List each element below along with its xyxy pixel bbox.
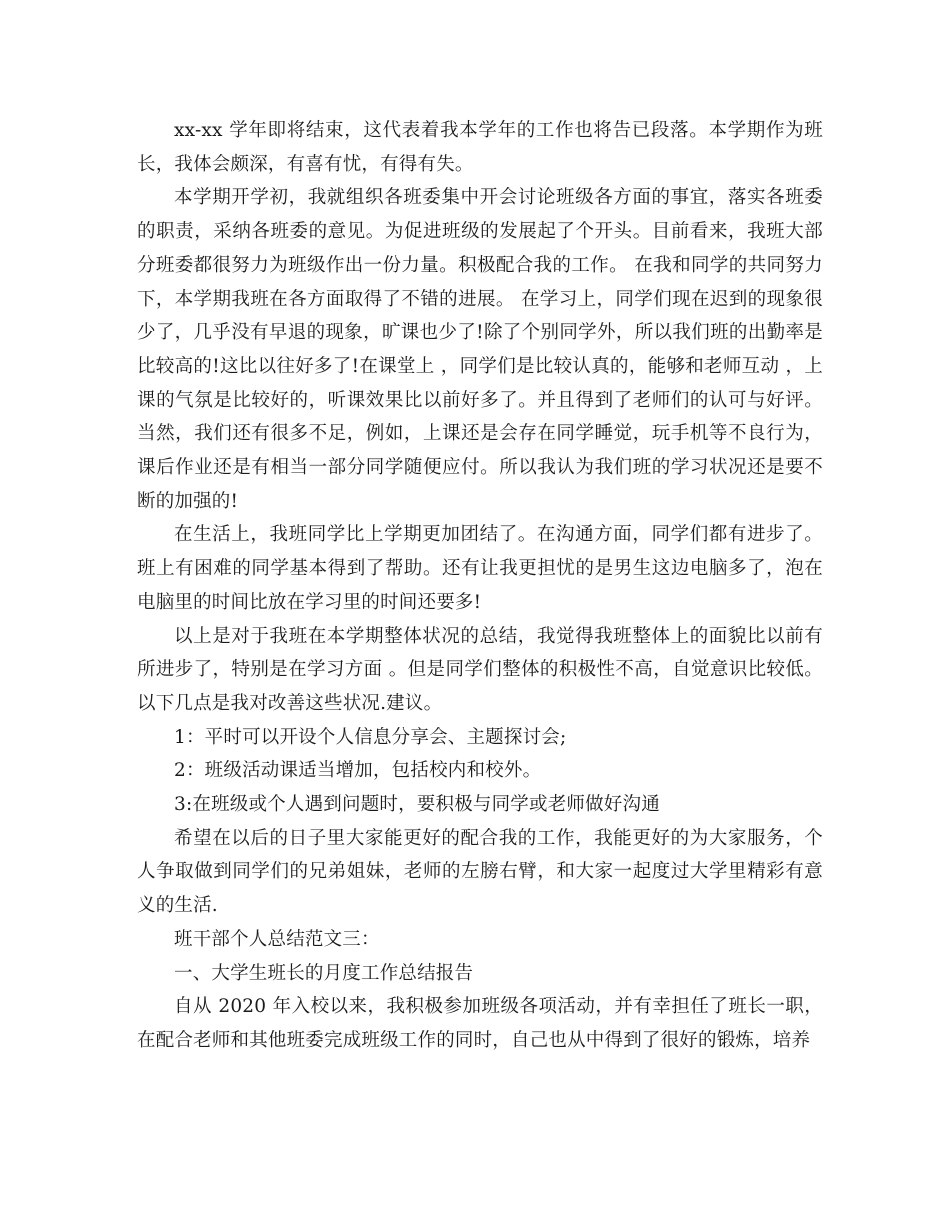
paragraph-hope: 希望在以后的日子里大家能更好的配合我的工作，我能更好的为大家服务，个人争取做到同学们的兄弟姐妹，老师的左膀右臂，和大家一起度过大学里精彩有意义的生活. <box>137 827 823 917</box>
suggestion-item-3: 3:在班级或个人遇到问题时，要积极与同学或老师做好沟通 <box>174 794 660 816</box>
section-heading: 班干部个人总结范文三： <box>174 928 380 950</box>
document-body <box>137 114 823 1058</box>
paragraph-summary: 以上是对于我班在本学期整体状况的总结，我觉得我班整体上的面貌比以前有所进步了，特别是在学习方面 。但是同学们整体的积极性不高，自觉意识比较低。以下几点是我对改善这些状况.建议。 <box>137 625 823 714</box>
paragraph-study: 本学期开学初，我就组织各班委集中开会讨论班级各方面的事宜，落实各班委的职责，采纳各班委的意见。为促进班级的发展起了个开头。目前看来，我班大部分班委都很努力为班级作出一份力量。积极配合我的工作。 在我和同学的共同努力下，本学期我班在各方面取得了不错的进展。 在学习上，同学们现在迟到的现象很少了，几乎没有早退的现象，旷课也少了!除了个别同学外，所以我们班的出勤率是比较高的!这比以往好多了!在课堂上 ，同学们是比较认真的，能够和老师互动 ，上课的气氛是比较好的，听课效果比以前好多了。并且得到了老师们的认可与好评。当然，我们还有很多不足，例如，上课还是会存在同学睡觉，玩手机等不良行为，课后作业还是有相当一部分同学随便应付。所以我认为我们班的学习状况还是要不断的加强的! <box>137 187 823 512</box>
suggestion-item-2: 2：班级活动课适当增加，包括校内和校外。 <box>174 760 542 782</box>
paragraph-life: 在生活上，我班同学比上学期更加团结了。在沟通方面，同学们都有进步了。班上有困难的同学基本得到了帮助。还有让我更担忧的是男生这边电脑多了，泡在电脑里的时间比放在学习里的时间还要多! <box>137 524 823 613</box>
subsection-heading: 一、大学生班长的月度工作总结报告 <box>174 962 474 984</box>
paragraph-intro: xx-xx 学年即将结束，这代表着我本学年的工作也将告已段落。本学期作为班长，我体会颇深，有喜有忧，有得有失。 <box>137 120 823 175</box>
suggestion-item-1: 1：平时可以开设个人信息分享会、主题探讨会; <box>174 726 567 748</box>
paragraph-monthly-report: 自从 2020 年入校以来，我积极参加班级各项活动，并有幸担任了班长一职，在配合老师和其他班委完成班级工作的同时，自己也从中得到了很好的锻炼，培养 <box>137 996 823 1051</box>
